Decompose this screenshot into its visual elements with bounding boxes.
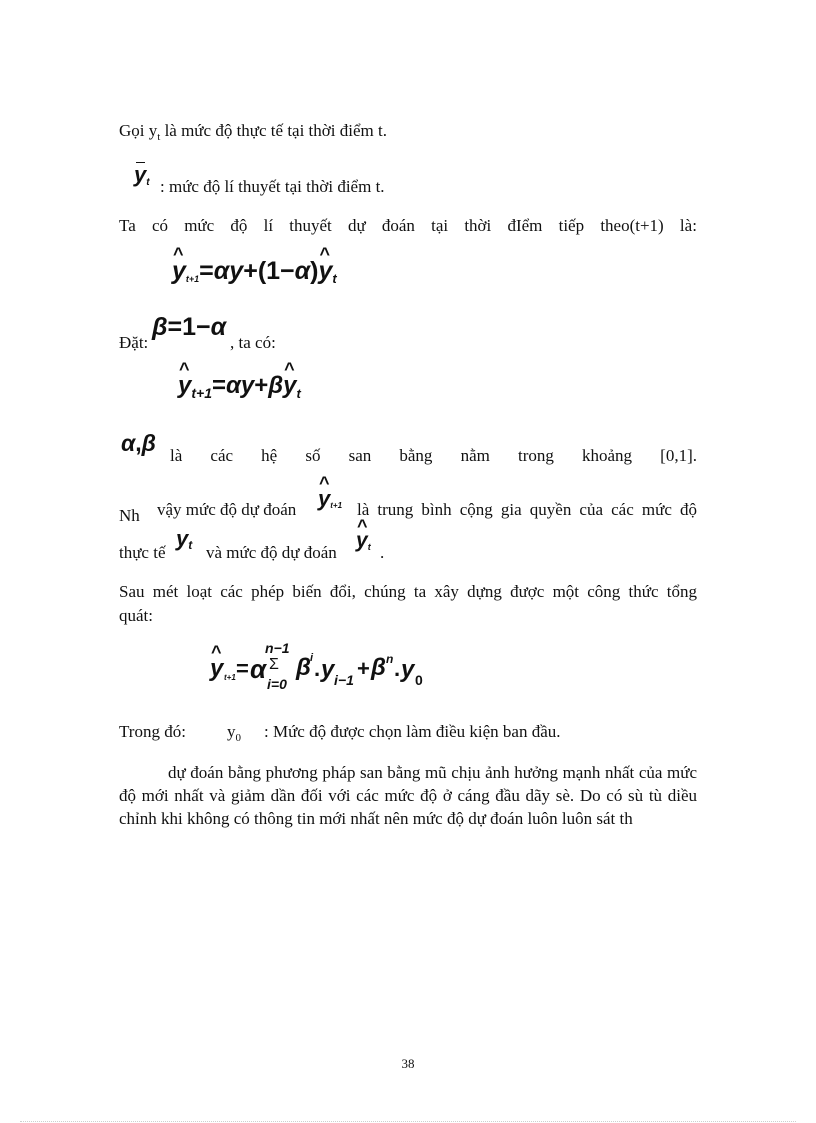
word: lí xyxy=(263,216,274,235)
ta-co: , ta có: xyxy=(230,333,276,352)
formula-general xyxy=(210,640,510,700)
f1-paren-open: (1− xyxy=(257,257,295,285)
g-beta2: β xyxy=(371,654,386,681)
inline-yhat-t: ^ y xyxy=(356,529,368,553)
g-y0: y xyxy=(401,656,415,683)
text-line-8b xyxy=(119,606,153,626)
text-line-2 xyxy=(160,177,385,197)
g-beta2-exp: n xyxy=(386,652,394,666)
text-line-7-prefix xyxy=(119,543,166,563)
word: có xyxy=(151,216,168,235)
f2-sub: t+1 xyxy=(191,385,212,401)
word: theo(t+1) xyxy=(600,216,664,235)
f1-alpha2: α xyxy=(294,257,311,285)
l8-text: Sau mét loạt các phép biến đổi, chúng ta xây dựng được một công thức tổng xyxy=(119,582,697,601)
text-line-6-mid xyxy=(157,500,296,520)
text-ta-co xyxy=(230,333,276,353)
text-line-7-mid xyxy=(206,543,337,563)
f2-yhat2: ^ y xyxy=(283,372,296,400)
word: đIểm xyxy=(507,216,543,235)
f1-eq: = xyxy=(199,257,214,285)
f2-sub2: t xyxy=(296,386,301,401)
page-number-text: 38 xyxy=(401,1056,415,1071)
g-dot2: . xyxy=(394,656,401,681)
word: mức xyxy=(184,216,215,235)
formula-beta-def xyxy=(152,313,226,342)
word: thuyết xyxy=(289,216,332,235)
inline-y-sub: t xyxy=(188,538,193,552)
ab-alpha: α xyxy=(121,430,136,456)
f1-y: y xyxy=(229,257,244,285)
page-bottom-divider xyxy=(20,1121,796,1122)
f2-alpha: α xyxy=(226,372,241,399)
g-dot1: . xyxy=(314,656,321,681)
word: trong xyxy=(517,446,554,465)
g-sub: t+1 xyxy=(224,673,236,682)
l7-mid: và mức độ dự đoán xyxy=(206,543,337,562)
f1-plus: + xyxy=(243,257,258,285)
dat-label: Đặt: xyxy=(119,333,149,352)
body-paragraph xyxy=(119,761,697,830)
inline-yhat: ^ y xyxy=(318,486,330,512)
word: thời xyxy=(464,216,492,235)
text-line-9-desc xyxy=(264,722,561,742)
g-alpha: α xyxy=(250,654,267,684)
ab-beta: β xyxy=(141,430,156,456)
line2-text: : mức độ lí thuyết tại thời điểm t. xyxy=(160,177,385,196)
l8b-text: quát: xyxy=(119,606,153,625)
word: các xyxy=(210,446,234,465)
f1-sub2: t xyxy=(332,271,337,286)
g-y0-sub: 0 xyxy=(415,672,423,688)
line1-start: Gọi y xyxy=(119,121,158,140)
f1-paren-close: ) xyxy=(310,257,319,285)
text-line-3 xyxy=(119,216,697,236)
text-line-9-var xyxy=(227,722,241,748)
l6-mid: vậy mức độ dự đoán xyxy=(157,500,297,519)
inline-yhat-t-sub: t xyxy=(367,542,371,552)
word: tiếp xyxy=(558,216,585,235)
word: số xyxy=(305,446,321,465)
g-yhat: ^ y xyxy=(210,655,223,683)
y0-desc: : Mức độ được chọn làm điều kiện ban đầu. xyxy=(264,722,561,741)
paragraph-text: dự đoán bằng phương pháp san bằng mũ chịu ảnh hưởng mạnh nhất của mức độ mới nhất và giảm dần đối với các mức độ ở cáng đầu dãy sè. Do có sù tù diều chỉnh khi không có thông tin mới nhất nên mức độ dự đoán luôn luôn sát th xyxy=(119,763,697,828)
line1-rest: là mức độ thực tế tại thời điểm t. xyxy=(160,121,387,140)
l7-suffix: . xyxy=(380,543,385,562)
word: hệ xyxy=(261,446,278,465)
f2-yhat: ^ y xyxy=(178,372,191,400)
f2-eq: = xyxy=(211,372,226,399)
formula-ybar-t xyxy=(134,162,150,188)
word: san xyxy=(348,446,372,465)
bd-beta: β xyxy=(152,313,168,341)
y0-var: y xyxy=(227,722,236,741)
y0-sub: 0 xyxy=(235,732,241,744)
inline-sub: t+1 xyxy=(330,501,343,510)
g-beta: β xyxy=(296,654,311,681)
text-dat-label xyxy=(119,333,148,353)
formula-yhat-t-inline xyxy=(356,528,371,553)
formula-1 xyxy=(172,257,337,286)
text-line-9-label xyxy=(119,722,186,742)
word: Ta xyxy=(119,216,136,235)
line1-sub: t xyxy=(157,131,161,143)
g-y: y xyxy=(321,656,335,683)
bd-alpha: α xyxy=(210,313,227,341)
ybar-var: y xyxy=(134,162,147,187)
l7-prefix: thực tế xyxy=(119,543,166,562)
formula-y-t-inline xyxy=(176,526,192,552)
formula-alpha-beta xyxy=(121,430,156,457)
f2-beta: β xyxy=(268,372,284,399)
trong-do: Trong đó: xyxy=(119,722,186,741)
g-lower: i=0 xyxy=(267,676,287,692)
word: [0,1]. xyxy=(660,446,697,465)
f1-alpha: α xyxy=(213,257,230,285)
g-plus: + xyxy=(357,656,370,681)
g-sum: Σ xyxy=(269,656,279,673)
text-line-5 xyxy=(170,446,697,466)
word: nằm xyxy=(460,446,490,465)
word: đoán xyxy=(381,216,415,235)
f1-yhat: ^ y xyxy=(172,257,186,286)
text-line-6-prefix xyxy=(119,506,140,526)
word: dự xyxy=(347,216,366,235)
formula-yhat-t1-inline xyxy=(318,486,342,512)
word: khoảng xyxy=(581,446,633,465)
g-eq: = xyxy=(236,656,249,681)
f2-plus: + xyxy=(254,372,269,399)
text-line-6-suffix xyxy=(357,500,697,520)
nh-prefix: Nh xyxy=(119,506,140,525)
f1-yhat2: ^ y xyxy=(319,257,333,286)
bd-eq: = xyxy=(167,313,183,341)
f1-sub: t+1 xyxy=(185,274,200,284)
bd-one-minus: 1− xyxy=(182,313,211,341)
f2-y: y xyxy=(240,372,255,399)
ybar-sub: t xyxy=(146,177,150,188)
word: bằng xyxy=(399,446,433,465)
g-beta-exp: i xyxy=(310,652,314,664)
word: là: xyxy=(679,216,697,235)
ab-comma: , xyxy=(135,430,142,456)
word: tại xyxy=(431,216,449,235)
l6-suffix: là trung bình cộng gia quyền của các mức độ xyxy=(357,500,697,519)
text-line-8 xyxy=(119,582,697,602)
word: độ xyxy=(230,216,248,235)
word: là xyxy=(170,446,183,465)
formula-2 xyxy=(178,372,301,401)
g-y-sub: i−1 xyxy=(334,672,354,688)
inline-y: y xyxy=(176,526,189,551)
text-line-1 xyxy=(119,121,387,147)
g-upper: n−1 xyxy=(265,640,290,656)
page-number xyxy=(0,1056,816,1072)
text-line-7-suffix xyxy=(380,543,384,563)
